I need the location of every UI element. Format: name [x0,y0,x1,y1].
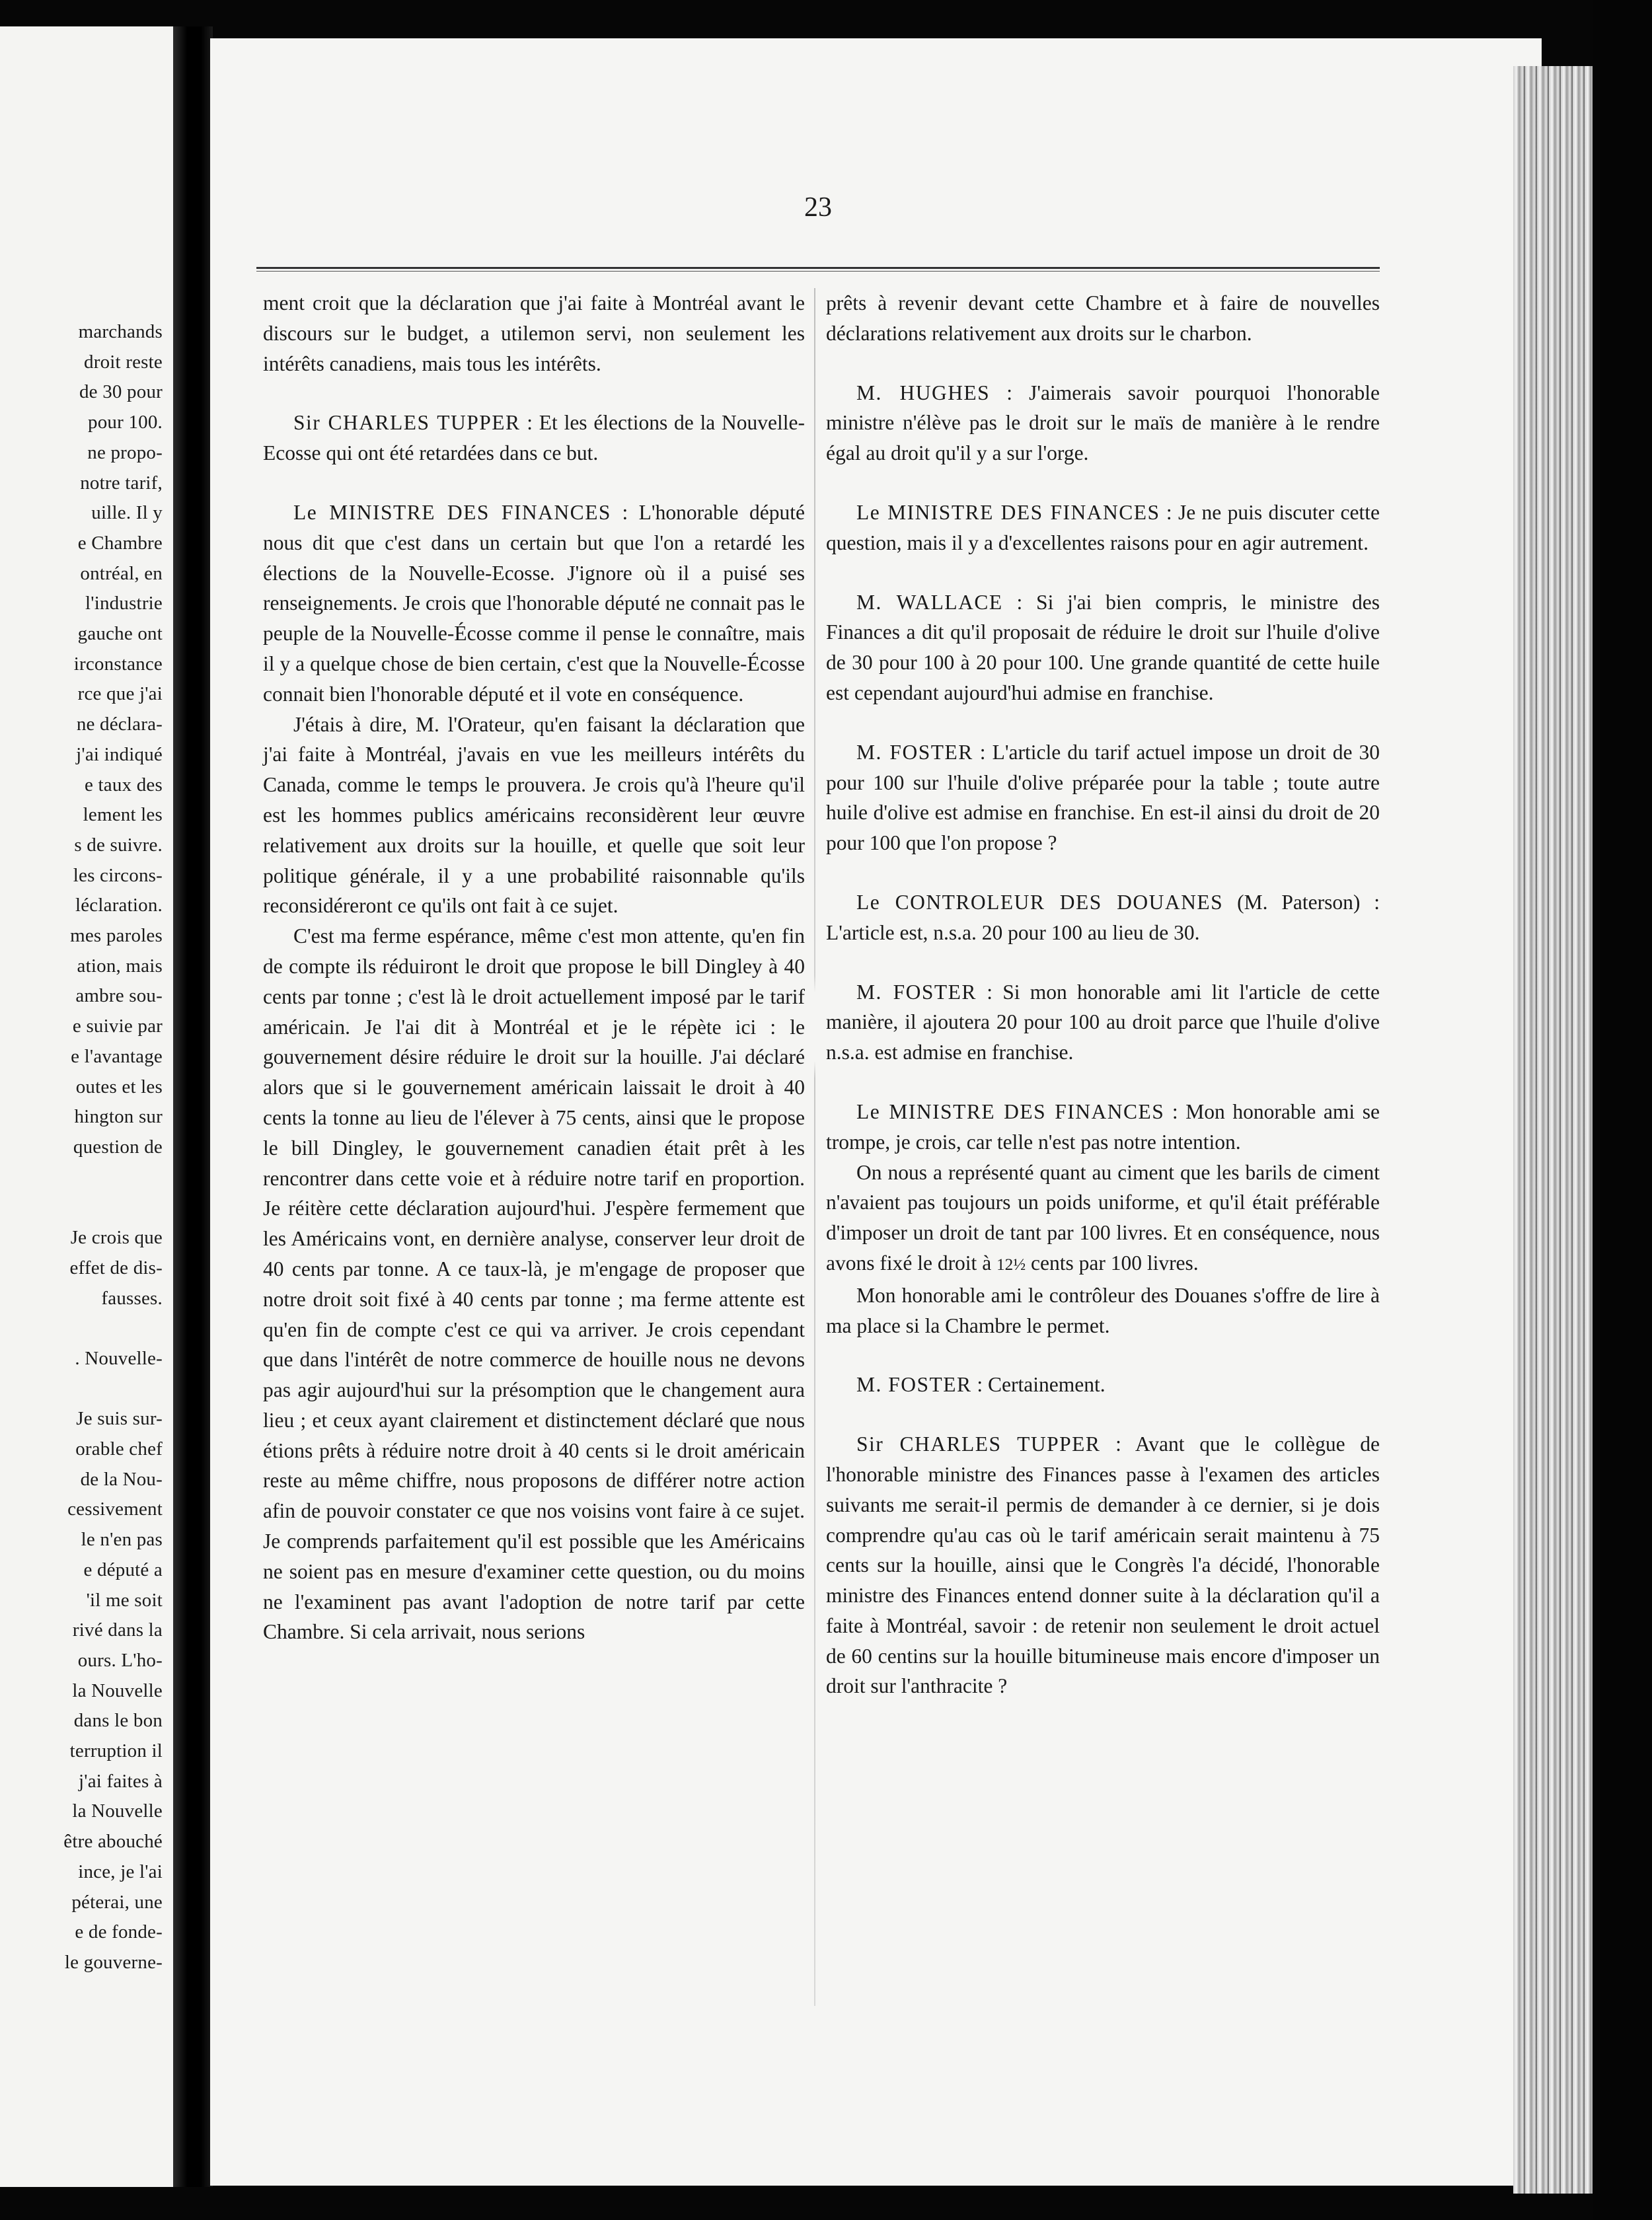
speaker-name: M. FOSTER [856,980,977,1004]
speech-foster [826,1370,1380,1400]
left-fragment-line: hington sur [74,1106,163,1128]
left-fragment-line: uille. Il y [91,502,163,524]
left-fragment-line: le n'en pas [81,1529,163,1551]
left-fragment-line: rce que j'ai [77,683,163,705]
left-fragment-line: marchands [78,321,163,342]
paragraph: J'étais à dire, M. l'Orateur, qu'en faisant la déclaration que j'ai faite à Montréal, j'avais en vue les meilleurs intérêts du Canada, comme le temps le prouvera. Je crois qu'à l'heure qu'il est les hommes publics américains reconsidèrent leur œuvre relativement aux droits sur la houille, et quelle que soit leur politique générale, il y a une probabilité raisonnable qu'ils reconsidéreront ce qu'ils ont fait à ce sujet. [263,712,805,918]
paragraph: ment croit que la déclaration que j'ai faite à Montréal avant le discours sur le budget, a utilemon servi, non seulement les intérêts canadiens, mais tous les intérêts. [263,291,805,375]
text-run: cents par 100 livres. [1031,1251,1199,1275]
left-fragment-line [0,1314,163,1344]
column-divider [814,288,815,2006]
speech-wallace [826,587,1380,708]
left-fragment-line: effet de dis- [69,1257,163,1278]
speech-text: : Si j'ai bien compris, le ministre des Finances a dit qu'il proposait de réduire le droit sur l'huile d'olive de 30 pour 100 à 20 pour 100. Une grande quantité de cette huile est cependant aujourd'hui admise en franchise. [826,590,1380,704]
speech-minister-finances [826,1097,1380,1158]
book-gutter [173,26,213,2187]
speaker-name: Le MINISTRE DES FINANCES [293,500,611,524]
speech-text: : Certainement. [977,1373,1106,1397]
left-fragment-line: dans le bon [73,1710,163,1732]
left-fragment-line [0,1163,163,1193]
left-fragment-line: la Nouvelle [72,1800,163,1822]
page-number: 23 [804,192,832,223]
left-fragment-line: . Nouvelle- [75,1347,163,1369]
speech-text: (M. Paterson) : L'article est, n.s.a. 20 pour 100 au lieu de 30. [826,890,1380,944]
left-fragment-line: irconstance [73,653,163,675]
left-fragment-line: droit reste [84,351,163,373]
speaker-name: M. FOSTER [856,740,973,764]
left-fragment-line: ation, mais [77,955,163,977]
speech-minister-finances [826,498,1380,558]
left-fragment-line: e taux des [85,774,163,796]
speech-text: : Et les élections de la Nouvelle-Ecosse qui ont été retardées dans ce but. [263,411,805,465]
right-column [826,288,1380,1701]
left-fragment-line: j'ai indiqué [76,743,163,765]
left-fragment-line: fausses. [101,1287,163,1309]
left-fragment-line: Je crois que [70,1227,163,1249]
left-fragment-line: le gouverne- [64,1951,163,1973]
left-fragment-line: lement les [83,804,163,826]
header-rule [256,267,1380,272]
left-fragment-line: ambre sou- [75,985,163,1007]
left-fragment-line: être abouché [63,1831,163,1853]
left-fragment-line: ince, je l'ai [78,1861,163,1882]
left-fragment-line: péterai, une [71,1891,163,1913]
left-fragment-line: j'ai faites à [79,1770,163,1792]
page-edges [1513,66,1593,2194]
left-column [263,288,805,1647]
speech-tupper [826,1429,1380,1701]
left-fragment-line: Je suis sur- [76,1408,163,1430]
left-fragment-line: gauche ont [77,623,163,645]
left-fragment-line: cessivement [67,1498,163,1520]
left-facing-page [0,26,173,2187]
speech-text: : Si mon honorable ami lit l'article de cette manière, il ajoutera 20 pour 100 au droit parce que l'huile d'olive n.s.a. est admise en franchise. [826,980,1380,1064]
left-fragment-line: pour 100. [88,412,163,433]
left-fragment-line: s de suivre. [74,834,163,856]
left-fragment-line: ours. L'ho- [77,1649,163,1671]
speech-minister-finances [263,498,805,710]
left-fragment-line: de 30 pour [79,381,163,403]
left-fragment-line: orable chef [75,1438,163,1460]
left-fragment-line [0,1374,163,1405]
speech-text: : L'article du tarif actuel impose un droit de 30 pour 100 sur l'huile d'olive préparée pour la table ; toute autre huile d'olive est admise en franchise. En est-il ainsi du droit de 20 pour 100 que l'on propose ? [826,740,1380,855]
paragraph: prêts à revenir devant cette Chambre et à faire de nouvelles déclarations relativement aux droits sur le charbon. [826,291,1380,345]
fraction-value: 12½ [996,1255,1026,1274]
left-fragment-line: ontréal, en [80,562,163,584]
left-fragment-line: e l'avantage [71,1045,163,1067]
left-fragment-line: de la Nou- [80,1468,163,1490]
speaker-name: M. FOSTER [856,1373,972,1397]
speech-tupper [263,408,805,468]
left-fragment-line: les circons- [73,864,163,886]
left-fragment-line: question de [73,1136,163,1158]
speech-controleur-douanes [826,887,1380,948]
left-fragment-line: mes paroles [70,925,163,947]
left-fragment-line: la Nouvelle [72,1680,163,1701]
paragraph: C'est ma ferme espérance, même c'est mon attente, qu'en fin de compte ils réduiront le droit que propose le bill Dingley à 40 cents par tonne ; c'est là le droit actuellement imposé par le tarif américain. Je l'ai dit à Montréal et je le répète ici : le gouvernement désire réduire le droit sur la houille. J'ai déclaré alors que si le gouvernement américain laissait le droit à 40 cents la tonne au lieu de l'élever à 75 cents, ainsi que le propose le bill Dingley, le gouvernement canadien était prêt à les rencontrer dans cette voie et à réduire notre tarif en proportion. Je réitère cette déclaration aujourd'hui. J'espère fermement que les Américains vont, en dernière analyse, conserver leur droit de 40 cents par tonne. A ce taux-là, je m'engage de proposer que notre droit soit fixé à 40 cents par tonne ; ma ferme attente est qu'en fin de compte c'est ce qui va arriver. Je crois cependant que dans l'intérêt de notre commerce de houille nous ne devons pas agir aujourd'hui sur la présomption que le changement aura lieu ; et ceux ayant clairement et distinctement déclaré que nous étions prêts à réduire notre droit à 40 cents si le droit américain reste au même chiffre, nous proposons de différer notre action afin de pouvoir constater ce que nos voisins vont faire à ce sujet. Je comprends parfaitement qu'il est possible que les Américains ne soient pas en mesure d'examiner cette question, ou du moins ne l'examinent pas avant l'adoption de notre tarif par cette Chambre. Si cela arrivait, nous serions [263,924,805,1644]
speech-foster [826,977,1380,1068]
left-fragment-line: ne propo- [87,441,163,463]
left-fragment-line: e de fonde- [75,1921,163,1943]
left-fragment-line: terruption il [69,1740,163,1762]
paragraph [826,1158,1380,1280]
left-fragment-line: ne déclara- [76,714,163,735]
left-fragment-line: e Chambre [77,532,163,554]
text-run: On nous a représenté quant au ciment que les barils de ciment n'avaient pas toujours un poids uniforme, et qu'il était préférable d'imposer un droit de tant par 100 livres. Et en conséquence, nous avons fixé le droit à [826,1160,1380,1275]
speaker-name: Le CONTROLEUR DES DOUANES [856,890,1224,914]
speech-foster [826,737,1380,858]
speech-text: : J'aimerais savoir pourquoi l'honorable ministre n'élève pas le droit sur le maïs de manière à le rendre égal au droit qu'il y a sur l'orge. [826,381,1380,465]
speaker-name: Sir CHARLES TUPPER [856,1432,1101,1456]
speech-hughes [826,378,1380,468]
left-fragment-line: e suivie par [72,1016,163,1037]
left-fragment-line: e député a [83,1559,163,1580]
scan-right-border [1593,0,1652,2220]
left-fragment-line: outes et les [75,1076,163,1097]
left-fragment-line: l'industrie [85,593,163,614]
left-fragment-line: léclaration. [75,895,163,916]
speaker-name: Le MINISTRE DES FINANCES [856,1099,1165,1123]
speaker-name: Sir CHARLES TUPPER [293,411,521,435]
left-fragment-line: rivé dans la [72,1619,163,1641]
speaker-name: M. HUGHES [856,381,991,404]
speech-text: : L'honorable député nous dit que c'est dans un certain but que l'on a retardé les élections de la Nouvelle-Ecosse. J'ignore où il a puisé ses renseignements. Je crois que l'honorable député ne connait pas le peuple de la Nouvelle-Écosse comme il pense le connaître, mais il y a quelque chose de bien certain, c'est que la Nouvelle-Écosse connait bien l'honorable député et il vote en conséquence. [263,500,805,706]
speech-text: : Mon honorable ami se trompe, je crois, car telle n'est pas notre intention. [826,1099,1380,1154]
left-page-text-fragment [0,317,163,1978]
paragraph: Mon honorable ami le contrôleur des Douanes s'offre de lire à ma place si la Chambre le permet. [826,1283,1380,1337]
speaker-name: M. WALLACE [856,590,1003,614]
speech-text: : Je ne puis discuter cette question, mais il y a d'excellentes raisons pour en agir autrement. [826,500,1380,554]
left-fragment-line: 'il me soit [86,1589,163,1611]
left-fragment-line [0,1193,163,1223]
speech-text: : Avant que le collègue de l'honorable ministre des Finances passe à l'examen des articles suivants me serait-il permis de demander à ce dernier, si je dois comprendre qu'au cas où le tarif américain serait maintenu à 75 cents sur la houille, ainsi que le Congrès l'a décidé, l'honorable ministre des Finances entend donner suite à la déclaration qu'il a faite à Montréal, savoir : de retenir non seulement le droit actuel de 60 centins sur la houille bitumineuse mais encore d'imposer un droit sur l'anthracite ? [826,1432,1380,1698]
left-fragment-line: notre tarif, [80,472,163,494]
speaker-name: Le MINISTRE DES FINANCES [856,500,1160,524]
